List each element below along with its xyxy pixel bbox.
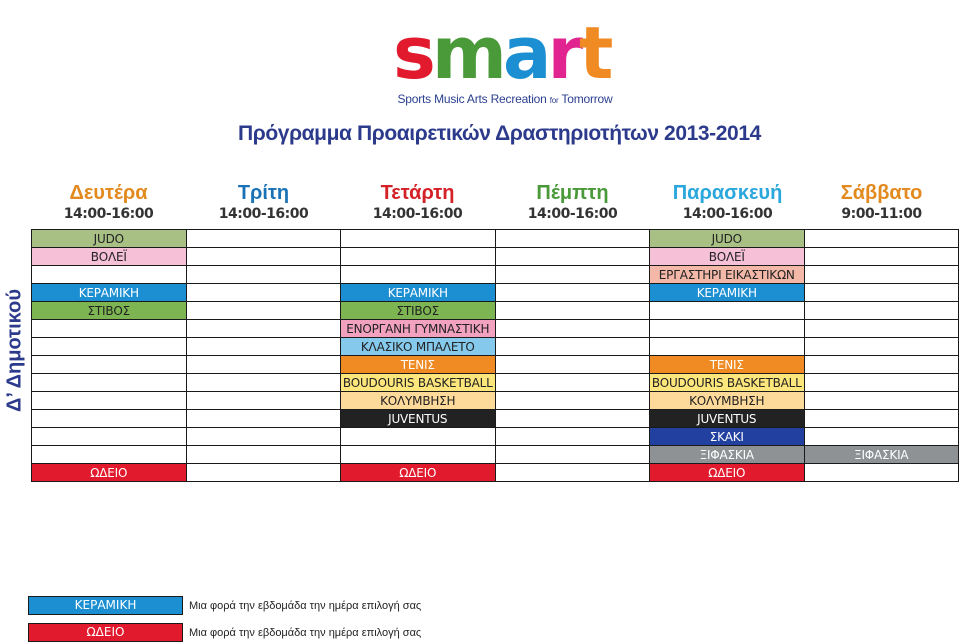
day-time: 14:00-16:00 bbox=[682, 206, 773, 222]
empty-cell bbox=[186, 248, 341, 266]
legend-item bbox=[28, 622, 448, 642]
empty-cell bbox=[32, 356, 187, 374]
day-name: Τετάρτη bbox=[380, 182, 455, 204]
empty-cell bbox=[186, 464, 341, 482]
empty-cell bbox=[341, 266, 496, 284]
empty-cell bbox=[186, 428, 341, 446]
day-header bbox=[804, 182, 959, 224]
empty-cell bbox=[495, 320, 650, 338]
empty-cell bbox=[186, 446, 341, 464]
activity-cell: ΣΤΙΒΟΣ bbox=[32, 302, 187, 320]
schedule-row bbox=[32, 464, 959, 482]
schedule-row bbox=[32, 266, 959, 284]
activity-cell: ΩΔΕΙΟ bbox=[341, 464, 496, 482]
empty-cell bbox=[341, 446, 496, 464]
activity-cell: JUVENTUS bbox=[650, 410, 805, 428]
empty-cell bbox=[186, 284, 341, 302]
activity-cell: ΩΔΕΙΟ bbox=[32, 464, 187, 482]
day-time: 14:00-16:00 bbox=[218, 206, 309, 222]
svg-text:smart: smart bbox=[393, 11, 610, 88]
activity-cell: ΞΙΦΑΣΚΙΑ bbox=[804, 446, 959, 464]
legend-description: Μια φορά την εβδομάδα την ημέρα επιλογή σας bbox=[189, 599, 422, 612]
empty-cell bbox=[32, 266, 187, 284]
page-title: Πρόγραμμα Προαιρετικών Δραστηριοτήτων 2013-2014 bbox=[238, 122, 761, 145]
activity-cell: ΚΟΛΥΜΒΗΣΗ bbox=[650, 392, 805, 410]
day-header bbox=[650, 182, 805, 224]
smart-logo bbox=[385, 8, 625, 106]
schedule-row bbox=[32, 428, 959, 446]
schedule-row bbox=[32, 230, 959, 248]
empty-cell bbox=[186, 392, 341, 410]
day-header bbox=[186, 182, 341, 224]
empty-cell bbox=[32, 320, 187, 338]
class-side-label: Δ’ Δημοτικού bbox=[3, 289, 26, 412]
empty-cell bbox=[804, 410, 959, 428]
activity-cell: ΚΟΛΥΜΒΗΣΗ bbox=[341, 392, 496, 410]
schedule-row bbox=[32, 410, 959, 428]
empty-cell bbox=[186, 338, 341, 356]
schedule-row bbox=[32, 446, 959, 464]
legend-swatch: ΩΔΕΙΟ bbox=[28, 623, 183, 642]
day-time: 14:00-16:00 bbox=[372, 206, 463, 222]
schedule-row bbox=[32, 320, 959, 338]
empty-cell bbox=[495, 230, 650, 248]
schedule-row bbox=[32, 392, 959, 410]
empty-cell bbox=[495, 338, 650, 356]
schedule-row bbox=[32, 338, 959, 356]
logo-tagline: Sports Music Arts Recreation for Tomorrow bbox=[397, 92, 613, 106]
empty-cell bbox=[495, 410, 650, 428]
empty-cell bbox=[804, 302, 959, 320]
activity-cell: ΕΝΟΡΓΑΝΗ ΓΥΜΝΑΣΤΙΚΗ bbox=[341, 320, 496, 338]
empty-cell bbox=[341, 230, 496, 248]
legend-swatch: ΚΕΡΑΜΙΚΗ bbox=[28, 596, 183, 615]
schedule-row bbox=[32, 284, 959, 302]
empty-cell bbox=[186, 356, 341, 374]
activity-cell: JUVENTUS bbox=[341, 410, 496, 428]
legend-description: Μια φορά την εβδομάδα την ημέρα επιλογή σας bbox=[189, 626, 422, 639]
empty-cell bbox=[32, 446, 187, 464]
activity-cell: JUDO bbox=[650, 230, 805, 248]
schedule-row bbox=[32, 374, 959, 392]
day-time: 14:00-16:00 bbox=[63, 206, 154, 222]
empty-cell bbox=[186, 266, 341, 284]
day-name: Σάββατο bbox=[840, 182, 923, 204]
empty-cell bbox=[804, 428, 959, 446]
schedule-grid bbox=[31, 229, 958, 482]
activity-cell: BOUDOURIS BASKETBALL bbox=[650, 374, 805, 392]
activity-cell: ΕΡΓΑΣΤΗΡΙ ΕΙΚΑΣΤΙΚΩΝ bbox=[650, 266, 805, 284]
activity-cell: BOUDOURIS BASKETBALL bbox=[341, 374, 496, 392]
schedule-row bbox=[32, 356, 959, 374]
day-name: Τρίτη bbox=[237, 182, 290, 204]
empty-cell bbox=[32, 338, 187, 356]
empty-cell bbox=[495, 284, 650, 302]
activity-cell: ΣΤΙΒΟΣ bbox=[341, 302, 496, 320]
empty-cell bbox=[32, 374, 187, 392]
day-time: 9:00-11:00 bbox=[841, 206, 922, 222]
empty-cell bbox=[186, 320, 341, 338]
day-header bbox=[340, 182, 495, 224]
empty-cell bbox=[186, 410, 341, 428]
schedule-row bbox=[32, 248, 959, 266]
activity-cell: ΒΟΛΕΪ bbox=[32, 248, 187, 266]
activity-cell: ΚΕΡΑΜΙΚΗ bbox=[32, 284, 187, 302]
empty-cell bbox=[804, 230, 959, 248]
activity-cell: ΒΟΛΕΪ bbox=[650, 248, 805, 266]
empty-cell bbox=[495, 356, 650, 374]
empty-cell bbox=[495, 248, 650, 266]
empty-cell bbox=[186, 230, 341, 248]
day-name: Δευτέρα bbox=[69, 182, 148, 204]
activity-cell: ΤΕΝΙΣ bbox=[650, 356, 805, 374]
day-time: 14:00-16:00 bbox=[527, 206, 618, 222]
empty-cell bbox=[495, 464, 650, 482]
empty-cell bbox=[804, 374, 959, 392]
empty-cell bbox=[495, 428, 650, 446]
empty-cell bbox=[495, 266, 650, 284]
empty-cell bbox=[495, 446, 650, 464]
empty-cell bbox=[341, 248, 496, 266]
empty-cell bbox=[804, 338, 959, 356]
empty-cell bbox=[804, 266, 959, 284]
empty-cell bbox=[495, 392, 650, 410]
day-name: Παρασκευή bbox=[672, 182, 783, 204]
empty-cell bbox=[804, 392, 959, 410]
activity-cell: ΚΕΡΑΜΙΚΗ bbox=[341, 284, 496, 302]
empty-cell bbox=[650, 338, 805, 356]
empty-cell bbox=[341, 428, 496, 446]
activity-cell: ΞΙΦΑΣΚΙΑ bbox=[650, 446, 805, 464]
legend-item bbox=[28, 595, 448, 615]
activity-cell: ΤΕΝΙΣ bbox=[341, 356, 496, 374]
empty-cell bbox=[32, 428, 187, 446]
day-header bbox=[31, 182, 186, 224]
empty-cell bbox=[804, 284, 959, 302]
empty-cell bbox=[495, 374, 650, 392]
empty-cell bbox=[186, 374, 341, 392]
smart-logo-wordmark bbox=[385, 8, 625, 88]
empty-cell bbox=[32, 392, 187, 410]
empty-cell bbox=[650, 302, 805, 320]
activity-cell: ΚΛΑΣΙΚΟ ΜΠΑΛΕΤΟ bbox=[341, 338, 496, 356]
empty-cell bbox=[186, 302, 341, 320]
empty-cell bbox=[804, 320, 959, 338]
day-header bbox=[495, 182, 650, 224]
empty-cell bbox=[495, 302, 650, 320]
empty-cell bbox=[804, 356, 959, 374]
activity-cell: ΣΚΑΚΙ bbox=[650, 428, 805, 446]
activity-cell: JUDO bbox=[32, 230, 187, 248]
activity-cell: ΩΔΕΙΟ bbox=[650, 464, 805, 482]
empty-cell bbox=[804, 464, 959, 482]
activity-cell: ΚΕΡΑΜΙΚΗ bbox=[650, 284, 805, 302]
empty-cell bbox=[804, 248, 959, 266]
empty-cell bbox=[650, 320, 805, 338]
schedule-row bbox=[32, 302, 959, 320]
day-name: Πέμπτη bbox=[536, 182, 609, 204]
empty-cell bbox=[32, 410, 187, 428]
